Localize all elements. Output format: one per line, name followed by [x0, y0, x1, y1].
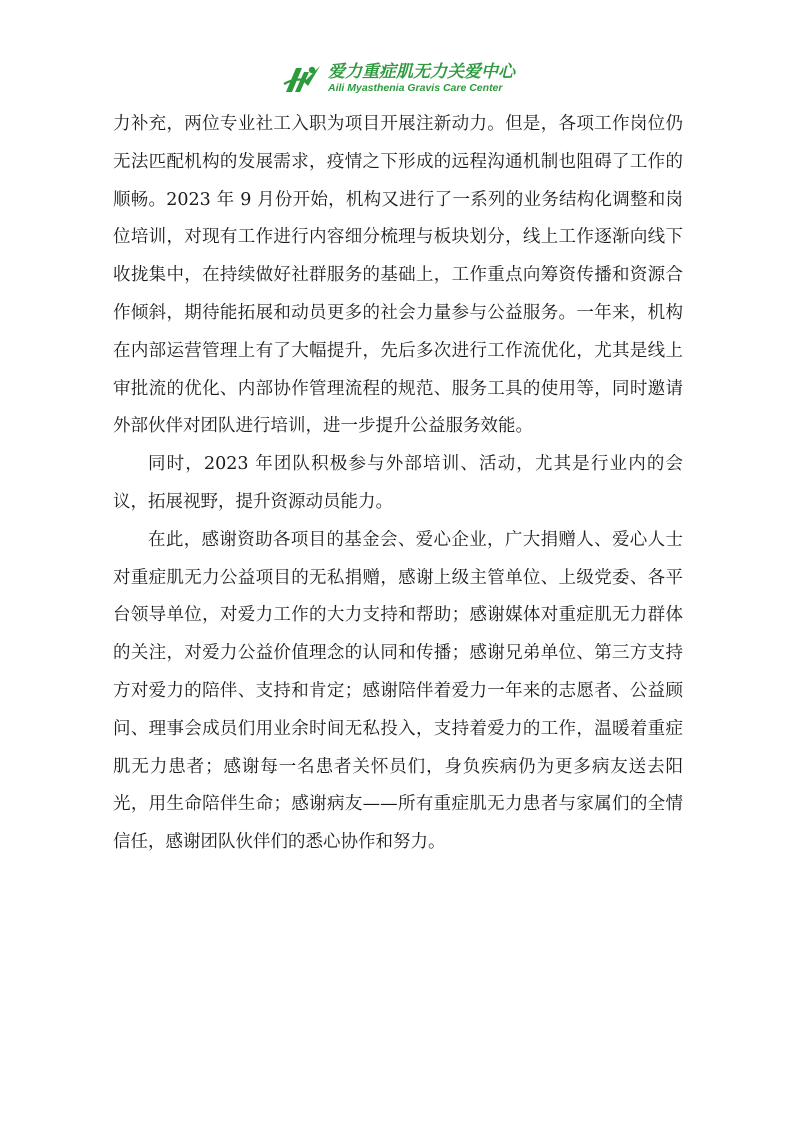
- document-body: [113, 106, 683, 862]
- aili-logo-icon: [282, 62, 322, 96]
- paragraph: 在此，感谢资助各项目的基金会、爱心企业，广大捐赠人、爱心人士对重症肌无力公益项目的无私捐赠，感谢上级主管单位、上级党委、各平台领导单位，对爱力工作的大力支持和帮助；感谢媒体对重症肌无力群体的关注，对爱力公益价值理念的认同和传播；感谢兄弟单位、第三方支持方对爱力的陪伴、支持和肯定；感谢陪伴着爱力一年来的志愿者、公益顾问、理事会成员们用业余时间无私投入，支持着爱力的工作，温暖着重症肌无力患者；感谢每一名患者关怀员们，身负疾病仍为更多病友送去阳光，用生命陪伴生命；感谢病友——所有重症肌无力患者与家属们的全情信任，感谢团队伙伴们的悉心协作和努力。: [113, 529, 683, 853]
- logo-text: [328, 64, 515, 94]
- logo-title-en: Aili Myasthenia Gravis Care Center: [328, 82, 503, 95]
- paragraph: 力补充，两位专业社工入职为项目开展注新动力。但是，各项工作岗位仍无法匹配机构的发展需求，疫情之下形成的远程沟通机制也阻碍了工作的顺畅。2023 年 9 月份开始，机构又进行了一系列的业务结构化调整和岗位培训，对现有工作进行内容细分梳理与板块划分，线上工作逐渐向线下收拢集中，在持续做好社群服务的基础上，工作重点向筹资传播和资源合作倾斜，期待能拓展和动员更多的社会力量参与公益服务。一年来，机构在内部运营管理上有了大幅提升，先后多次进行工作流优化，尤其是线上审批流的优化、内部协作管理流程的规范、服务工具的使用等，同时邀请外部伙伴对团队进行培训，进一步提升公益服务效能。: [113, 114, 683, 437]
- paragraph: 同时，2023 年团队积极参与外部培训、活动，尤其是行业内的会议，拓展视野，提升资源动员能力。: [113, 454, 683, 512]
- page-header: [282, 62, 515, 96]
- logo-title-cn: 爱力重症肌无力关爱中心: [328, 62, 515, 83]
